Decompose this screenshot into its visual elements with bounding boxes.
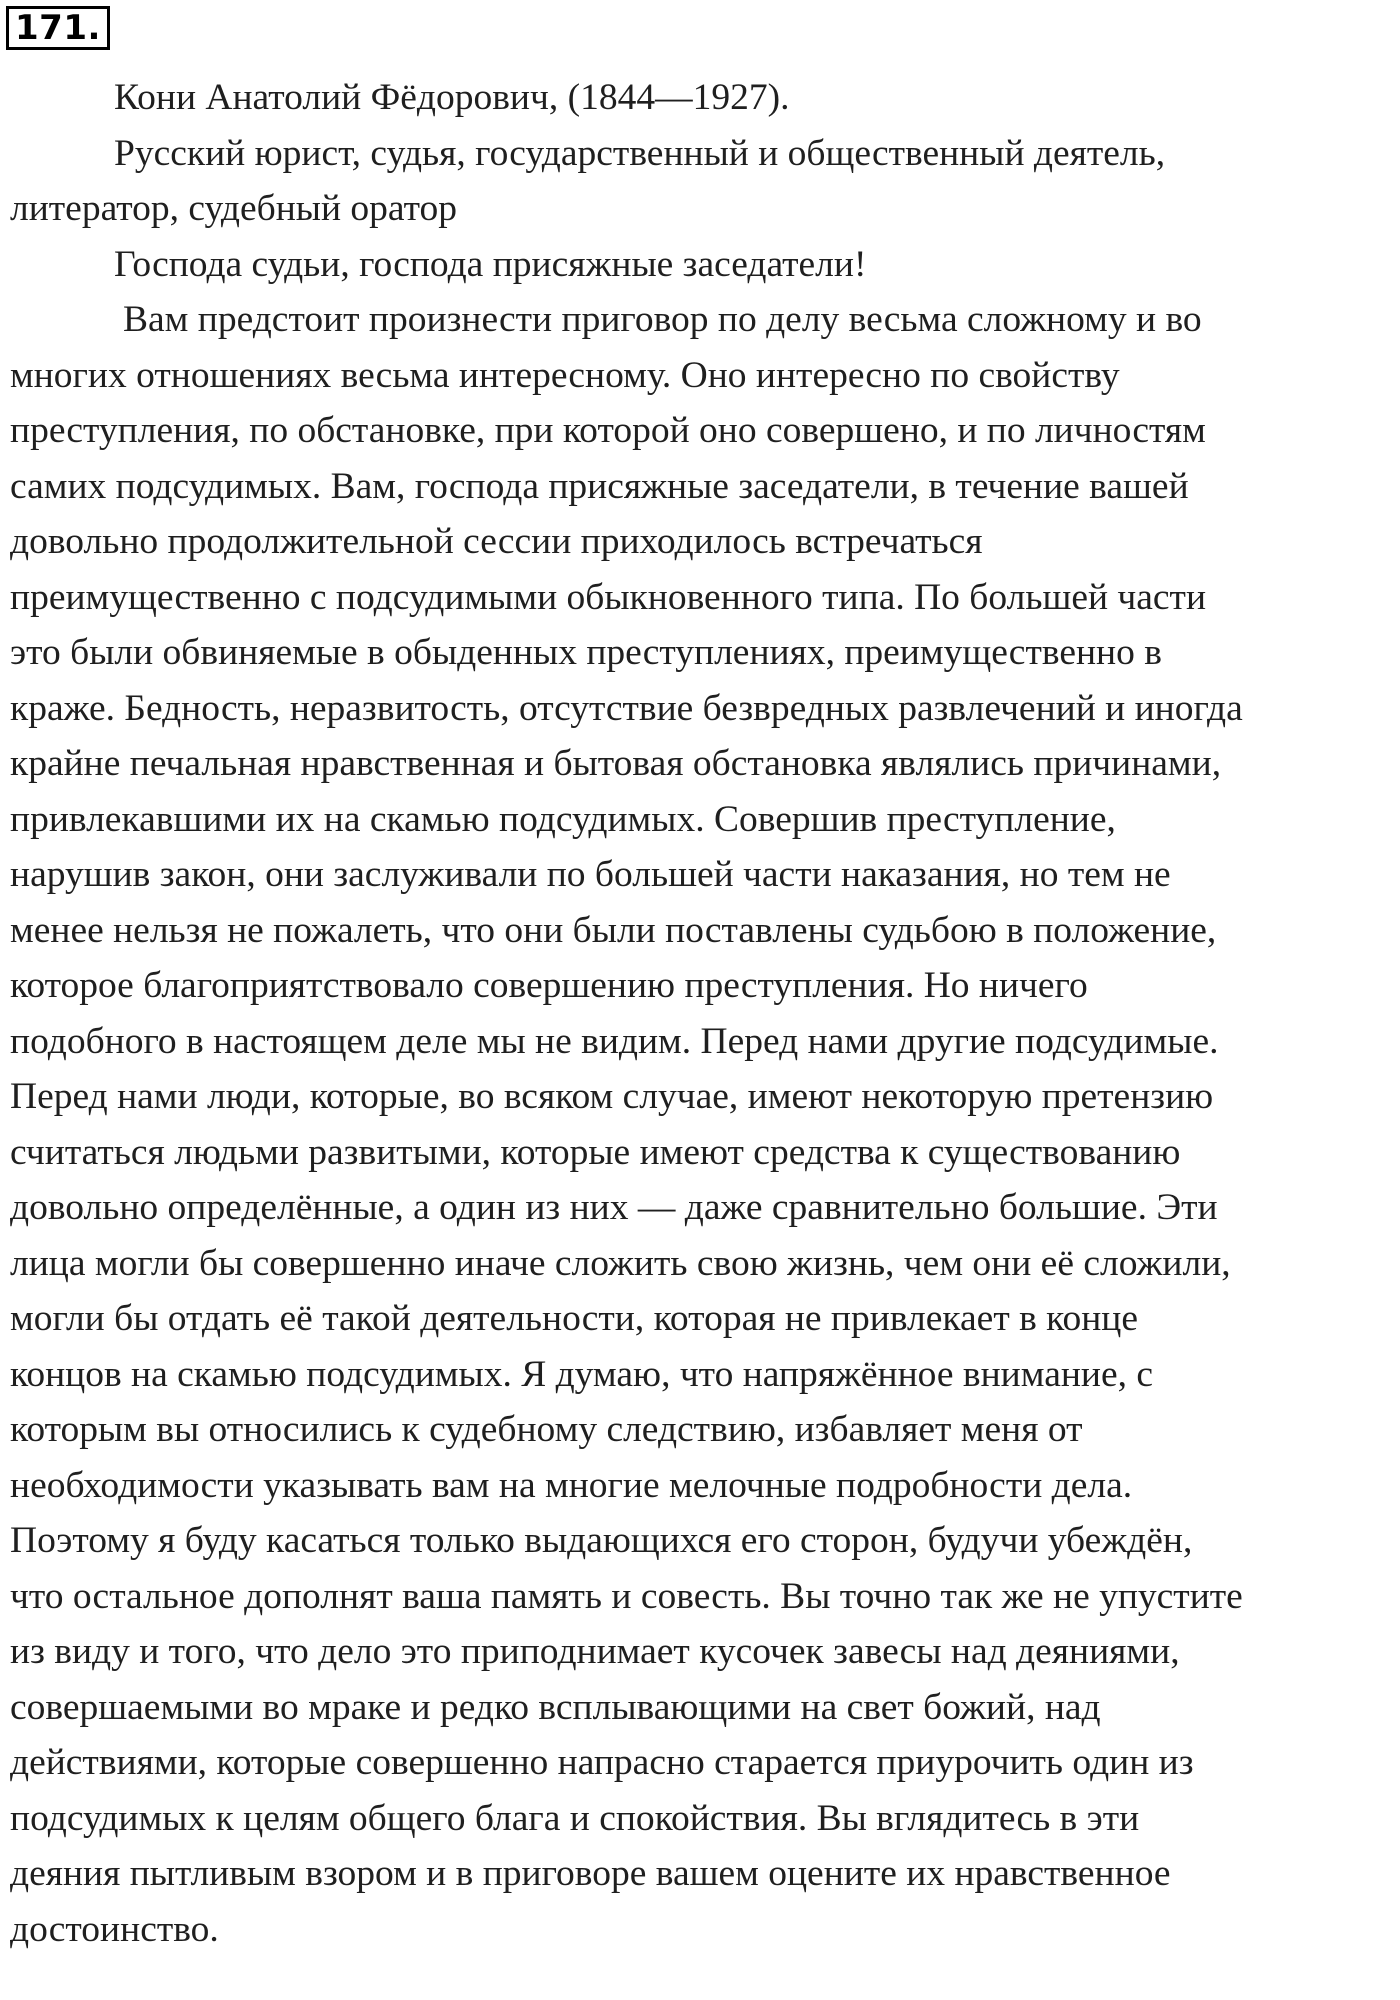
speech-line: концов на скамью подсудимых. Я думаю, что напряжённое внимание, с (10, 1353, 1154, 1395)
speech-line: крайне печальная нравственная и бытовая обстановка являлись причинами, (10, 743, 1222, 784)
document-text (10, 70, 1395, 1957)
speech-line: нарушив закон, они заслуживали по большей части наказания, но тем не (10, 854, 1171, 895)
speech-line: которое благоприятствовало совершению преступления. Но ничего (10, 965, 1088, 1006)
speech-line: достоинство. (10, 1908, 219, 1950)
speech-line: Вам предстоит произнести приговор по делу весьма сложному и во (123, 299, 1202, 340)
speech-line: довольно продолжительной сессии приходилось встречаться (10, 521, 983, 562)
address-line: Господа судьи, господа присяжные заседатели! (114, 243, 867, 285)
exercise-number: 171. (6, 6, 110, 50)
description-line: литератор, судебный оратор (10, 188, 457, 229)
speech-line: могли бы отдать её такой деятельности, которая не привлекает в конце (10, 1298, 1139, 1339)
speech-line: совершаемыми во мраке и редко всплывающими на свет божий, над (10, 1686, 1101, 1728)
speech-line: что остальное дополнят ваша память и совесть. Вы точно так же не упустите (10, 1575, 1243, 1617)
speech-line: необходимости указывать вам на многие мелочные подробности дела. (10, 1464, 1133, 1506)
speech-line: считаться людьми развитыми, которые имеют средства к существованию (10, 1131, 1181, 1173)
speech-line: менее нельзя не пожалеть, что они были поставлены судьбою в положение, (10, 909, 1217, 951)
speech-line: это были обвиняемые в обыденных преступлениях, преимущественно в (10, 632, 1162, 673)
speech-line: Перед нами люди, которые, во всяком случае, имеют некоторую претензию (10, 1076, 1214, 1117)
speech-line: самих подсудимых. Вам, господа присяжные заседатели, в течение вашей (10, 465, 1189, 507)
speech-line: преимущественно с подсудимыми обыкновенного типа. По большей части (10, 576, 1207, 618)
speech-line: краже. Бедность, неразвитость, отсутствие безвредных развлечений и иногда (10, 687, 1243, 729)
speech-line: из виду и того, что дело это приподнимает кусочек завесы над деяниями, (10, 1631, 1180, 1672)
speech-line: многих отношениях весьма интересному. Оно интересно по свойству (10, 354, 1120, 396)
speech-line: довольно определённые, а один из них — даже сравнительно большие. Эти (10, 1187, 1218, 1228)
author-line: Кони Анатолий Фёдорович, (1844—1927). (114, 77, 790, 118)
speech-line: лица могли бы совершенно иначе сложить свою жизнь, чем они её сложили, (10, 1242, 1231, 1284)
speech-line: привлекавшими их на скамью подсудимых. Совершив преступление, (10, 798, 1116, 840)
speech-line: преступления, по обстановке, при которой оно совершено, и по личностям (10, 410, 1206, 451)
speech-line: подобного в настоящем деле мы не видим. Перед нами другие подсудимые. (10, 1020, 1219, 1062)
speech-line: Поэтому я буду касаться только выдающихся его сторон, будучи убеждён, (10, 1520, 1193, 1561)
speech-line: деяния пытливым взором и в приговоре вашем оцените их нравственное (10, 1853, 1171, 1894)
description-line: Русский юрист, судья, государственный и общественный деятель, (114, 132, 1166, 174)
speech-line: которым вы относились к судебному следствию, избавляет меня от (10, 1409, 1083, 1450)
speech-line: подсудимых к целям общего блага и спокойствия. Вы вглядитесь в эти (10, 1797, 1140, 1839)
speech-line: действиями, которые совершенно напрасно старается приурочить один из (10, 1742, 1194, 1783)
